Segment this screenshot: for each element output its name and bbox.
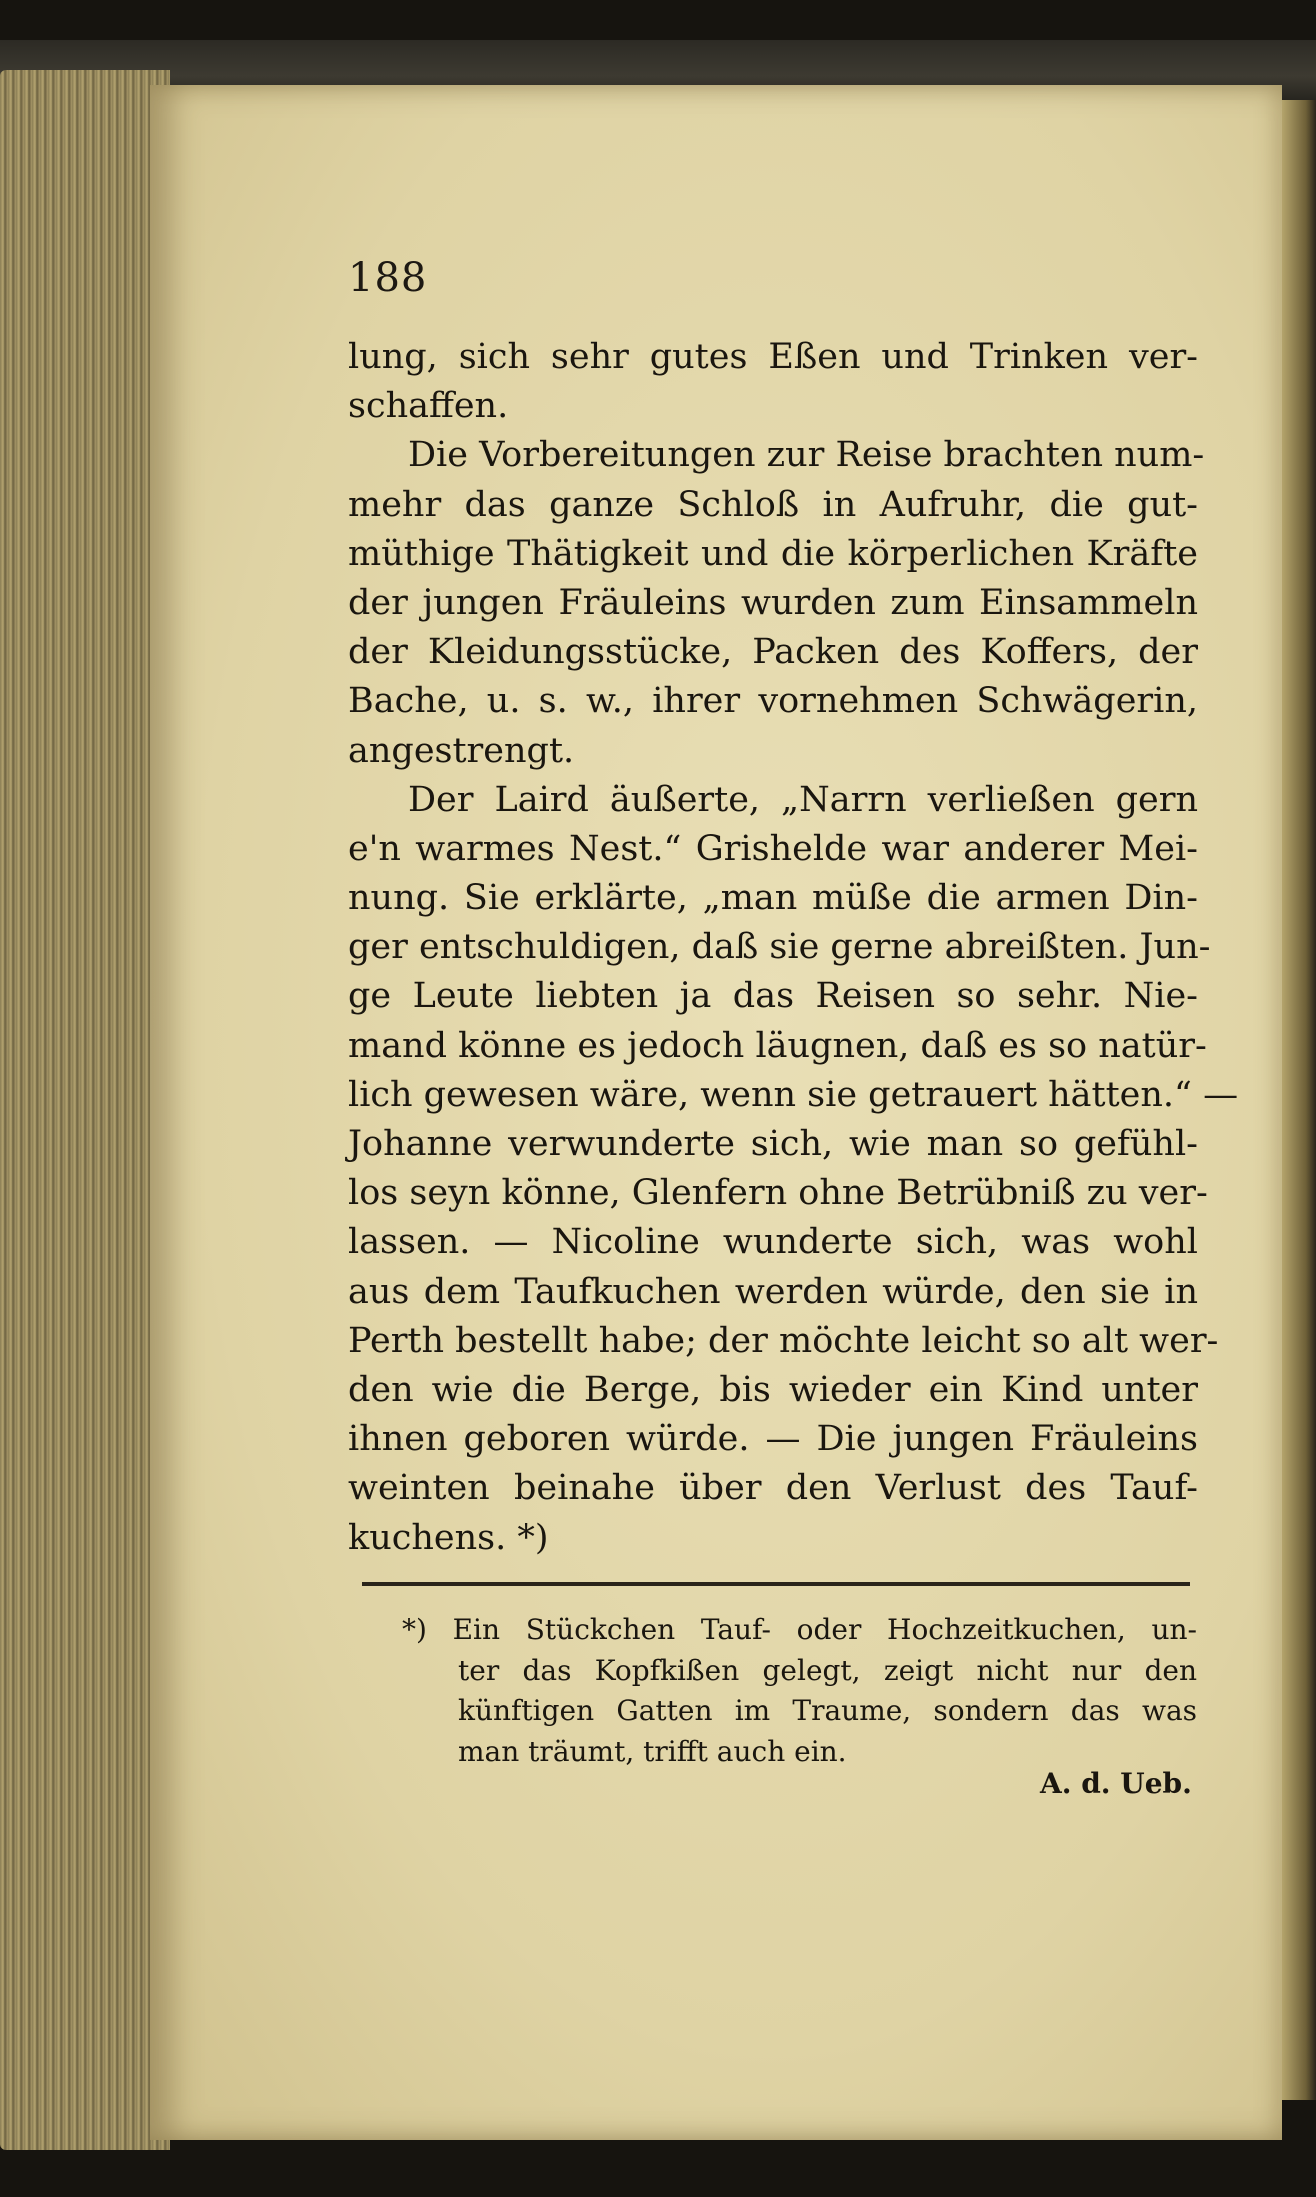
text-line: ihnen geboren würde. — Die jungen Fräuleins xyxy=(348,1419,1198,1460)
text-line: müthige Thätigkeit und die körperlichen Kräfte xyxy=(348,533,1198,574)
text-line: nung. Sie erklärte, „man müße die armen Din- xyxy=(348,878,1198,919)
footnote-line: ter das Kopfkißen gelegt, zeigt nicht nur den xyxy=(458,1653,1197,1687)
footnote-rule xyxy=(362,1582,1190,1586)
text-line: kuchens. *) xyxy=(348,1517,549,1558)
text-line: ger entschuldigen, daß sie gerne abreißten. Jun- xyxy=(348,927,1211,968)
page-number: 188 xyxy=(348,255,428,301)
text-line: angestrengt. xyxy=(348,730,575,771)
text-line: mand könne es jedoch läugnen, daß es so natür- xyxy=(348,1025,1207,1066)
footnote-line: *) Ein Stückchen Tauf- oder Hochzeitkuchen, un- xyxy=(402,1613,1197,1646)
text-line: e'n warmes Nest.“ Grishelde war anderer Mei- xyxy=(348,828,1198,869)
text-line: mehr das ganze Schloß in Aufruhr, die gut- xyxy=(348,484,1198,525)
text-line: weinten beinahe über den Verlust des Tauf- xyxy=(348,1468,1198,1509)
text-line: Perth bestellt habe; der möchte leicht so alt wer- xyxy=(348,1320,1219,1361)
text-line: aus dem Taufkuchen werden würde, den sie in xyxy=(348,1271,1198,1312)
text-line: Der Laird äußerte, „Narrn verließen gern xyxy=(408,779,1198,820)
text-line: der Kleidungsstücke, Packen des Koffers, der xyxy=(348,632,1198,673)
text-line: lung, sich sehr gutes Eßen und Trinken ver- xyxy=(348,337,1198,377)
text-line: lich gewesen wäre, wenn sie getrauert hätten.“ — xyxy=(348,1074,1239,1115)
page-edges-left xyxy=(0,70,170,2150)
text-line: Bache, u. s. w., ihrer vornehmen Schwägerin, xyxy=(348,681,1198,722)
text-line: Johanne verwunderte sich, wie man so gefühl- xyxy=(348,1124,1198,1164)
text-line: los seyn könne, Glenfern ohne Betrübniß zu ver- xyxy=(348,1173,1208,1214)
footnote-line: man träumt, trifft auch ein. xyxy=(458,1734,847,1768)
footnote-line: künftigen Gatten im Traume, sondern das was xyxy=(458,1694,1197,1727)
text-line: den wie die Berge, bis wieder ein Kind unter xyxy=(348,1369,1198,1410)
text-line: ge Leute liebten ja das Reisen so sehr. Nie- xyxy=(348,976,1198,1017)
translator-note: A. d. Ueb. xyxy=(1040,1767,1192,1800)
text-line: Die Vorbereitungen zur Reise brachten num- xyxy=(408,435,1205,476)
body-text xyxy=(348,333,1239,1563)
text-line: lassen. — Nicoline wunderte sich, was wohl xyxy=(348,1222,1198,1263)
footnote xyxy=(402,1610,1197,1772)
text-line: der jungen Fräuleins wurden zum Einsammeln xyxy=(348,582,1198,623)
text-line: schaffen. xyxy=(348,386,509,427)
page-edge-right xyxy=(1282,100,1316,2100)
